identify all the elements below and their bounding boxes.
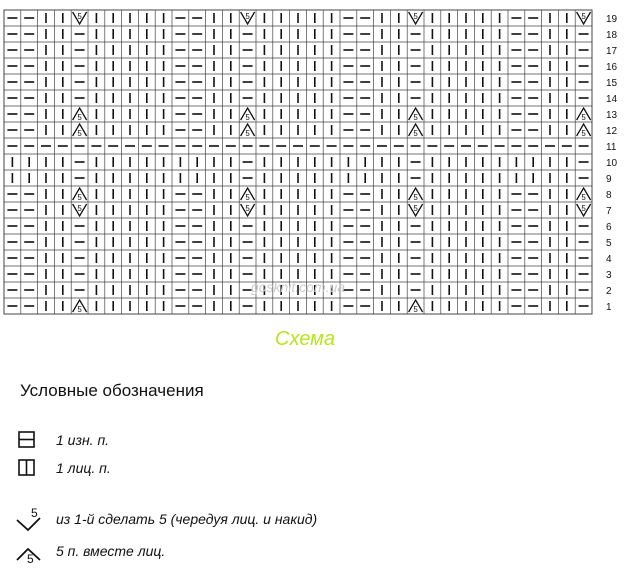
increase-5-stitch-label: 5: [245, 204, 250, 213]
row-number: 11: [606, 142, 617, 153]
row-number: 10: [606, 158, 618, 169]
increase-5-stitch-label: 5: [245, 12, 250, 21]
increase-5-stitch-label: 5: [77, 204, 82, 213]
legend-item-decrease: [16, 538, 165, 564]
decrease-5-stitch-label: 5: [581, 113, 586, 122]
increase-5-stitch-label: 5: [413, 204, 418, 213]
legend-title: Условные обозначения: [20, 381, 204, 400]
row-number: 14: [606, 94, 618, 105]
row-number: 15: [606, 78, 618, 89]
row-number: 13: [606, 110, 618, 121]
legend-item-purl: [16, 430, 109, 450]
increase-5-label: 5: [31, 506, 38, 520]
legend-item-knit: [16, 458, 111, 478]
row-number: 7: [606, 206, 612, 217]
legend-text-decrease: 5 п. вместе лиц.: [56, 543, 166, 559]
legend-text-increase: из 1-й сделать 5 (чередуя лиц. и накид): [56, 511, 318, 527]
row-number: 8: [606, 190, 612, 201]
increase-5-stitch-label: 5: [77, 12, 82, 21]
chart-caption: Схема: [275, 328, 335, 350]
row-number: 17: [606, 46, 618, 57]
decrease-5-stitch-label: 5: [413, 305, 418, 314]
row-number: 3: [606, 270, 612, 281]
decrease-5-label: 5: [27, 552, 34, 564]
row-number: 1: [606, 302, 612, 313]
decrease-5-stitch-label: 5: [77, 113, 82, 122]
decrease-5-stitch-label: 5: [245, 193, 250, 202]
watermark-text: gosknit.com.ua: [250, 279, 346, 295]
increase-5-stitch-label: 5: [581, 204, 586, 213]
row-number: 4: [606, 254, 612, 265]
decrease-5-stitch-label: 5: [245, 129, 250, 138]
decrease-5-stitch-label: 5: [413, 113, 418, 122]
row-number: 19: [606, 14, 618, 25]
decrease-5-stitch-label: 5: [581, 129, 586, 138]
decrease-5-stitch-label: 5: [581, 193, 586, 202]
legend-text-knit: 1 лиц. п.: [56, 460, 111, 476]
decrease-5-icon: [16, 538, 42, 564]
row-number: 6: [606, 222, 612, 233]
row-number: 9: [606, 174, 612, 185]
row-number: 18: [606, 30, 618, 41]
increase-5-stitch-label: 5: [413, 12, 418, 21]
decrease-5-stitch-label: 5: [413, 129, 418, 138]
row-number: 12: [606, 126, 618, 137]
decrease-5-stitch-label: 5: [245, 113, 250, 122]
increase-5-stitch-label: 5: [581, 12, 586, 21]
row-number: 2: [606, 286, 612, 297]
legend-item-increase: [16, 506, 317, 532]
decrease-5-stitch-label: 5: [77, 305, 82, 314]
purl-icon: [16, 429, 38, 451]
decrease-5-stitch-label: 5: [413, 193, 418, 202]
decrease-5-stitch-label: 5: [77, 193, 82, 202]
knit-icon: [16, 457, 38, 479]
decrease-5-stitch-label: 5: [77, 129, 82, 138]
row-number: 5: [606, 238, 612, 249]
increase-5-icon: [16, 506, 42, 532]
row-number: 16: [606, 62, 618, 73]
legend-text-purl: 1 изн. п.: [56, 432, 110, 448]
